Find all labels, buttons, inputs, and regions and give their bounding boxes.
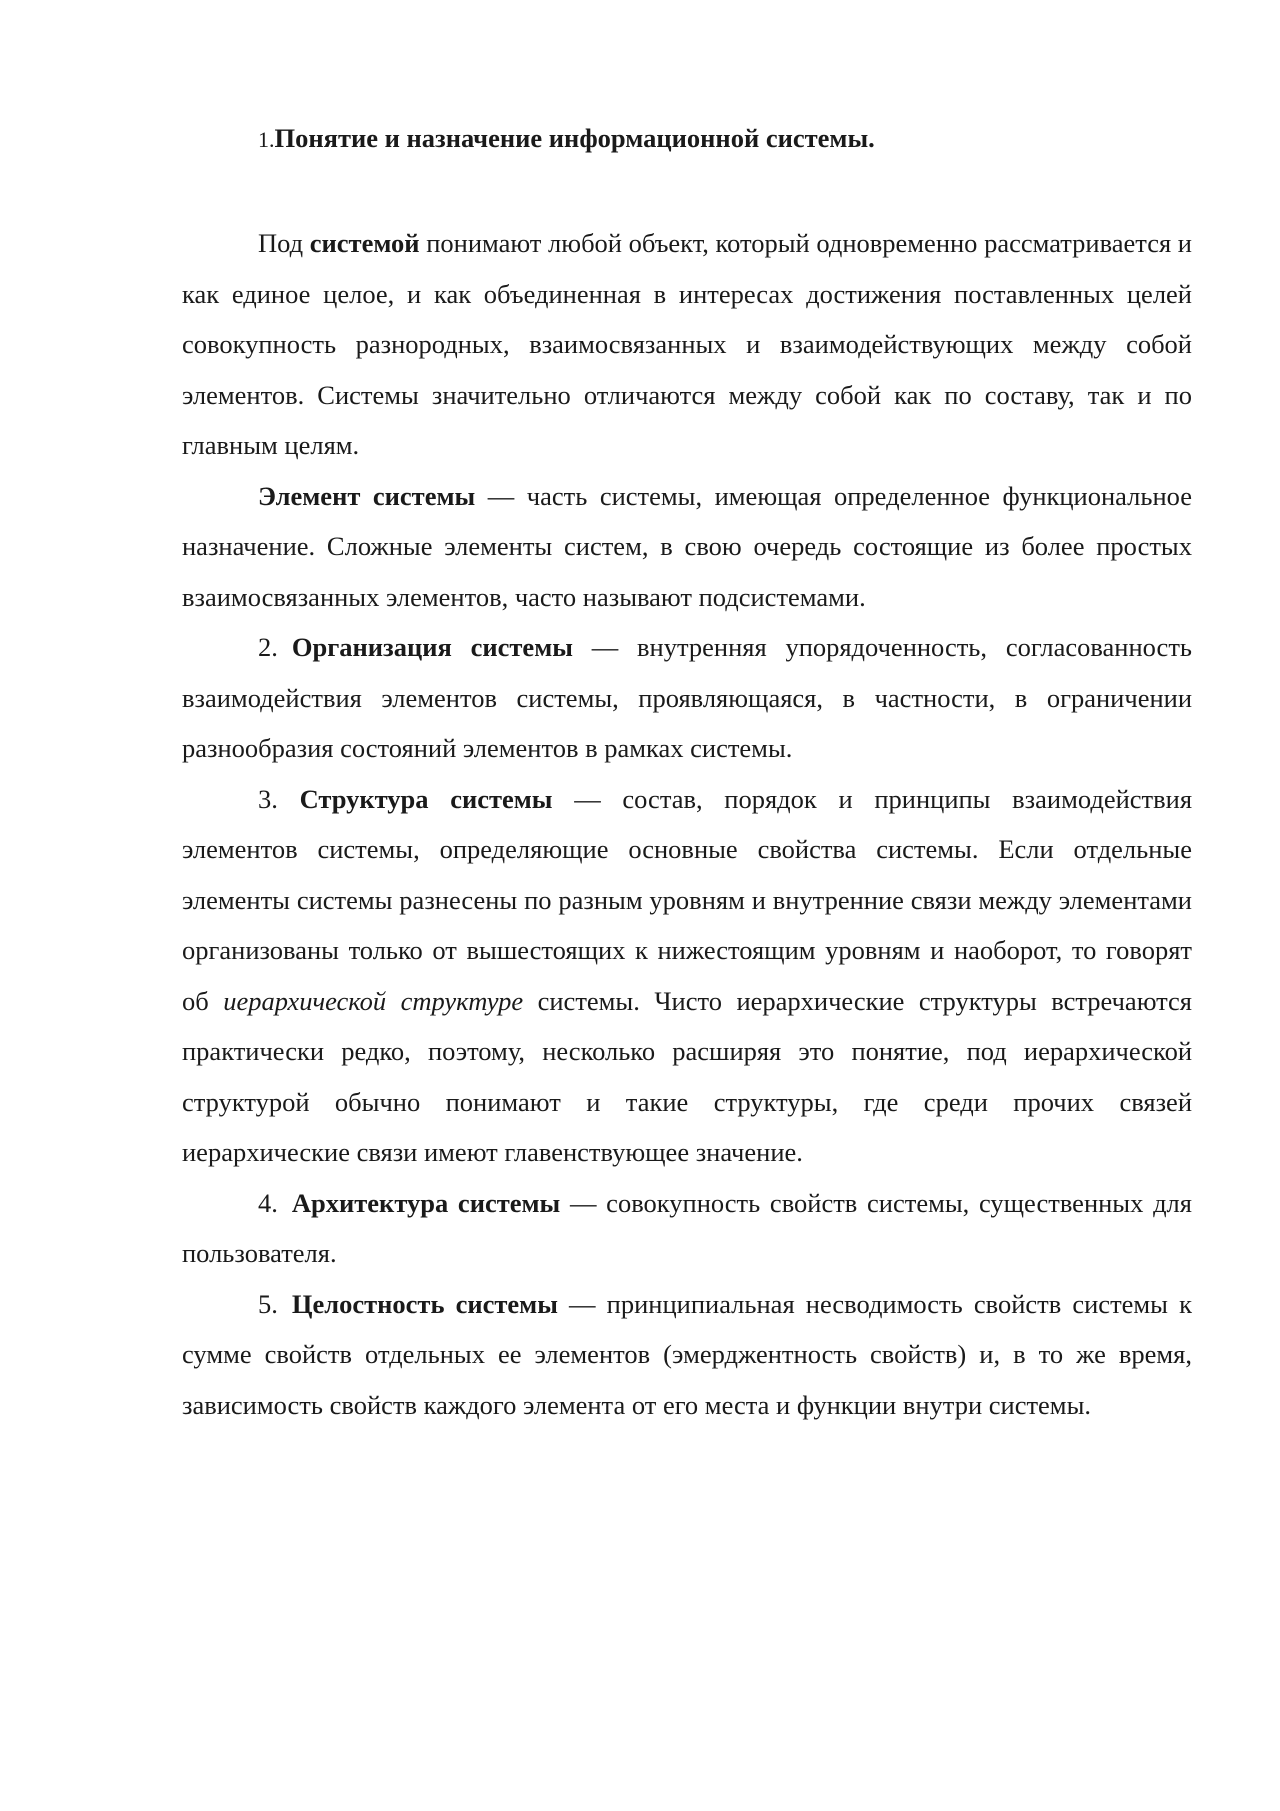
heading-title: Понятие и назначение информационной системы. bbox=[274, 123, 875, 153]
paragraph-text: — часть системы, имеющая определенное функциональное назначение. Сложные элементы систем, в свою очередь состоящие из более простых взаимосвязанных элементов, часто называют подсистемами. bbox=[182, 480, 1192, 612]
paragraph-number: 2. bbox=[258, 632, 278, 662]
paragraph-text: — внутренняя упорядоченность, согласованность взаимодействия элементов системы, проявляющаяся, в частности, в ограничении разнообразия состояний элементов в рамках системы. bbox=[182, 632, 1192, 763]
term-system-architecture: Архитектура системы bbox=[291, 1187, 561, 1218]
paragraph-number: 5. bbox=[258, 1288, 278, 1319]
paragraph-number: 4. bbox=[258, 1187, 278, 1218]
section-heading bbox=[182, 118, 1192, 160]
term-system-structure: Структура системы bbox=[299, 783, 553, 814]
heading-number: 1. bbox=[258, 127, 275, 152]
paragraph-text: понимают любой объект, который одновременно рассматривается и как единое целое, и как объединенная в интересах достижения поставленных целей совокупность разнородных, взаимосвязанных и взаимодействующих между собой элементов. Системы значительно отличаются между собой как по составу, так и по главным целям. bbox=[182, 228, 1192, 460]
paragraph-text-after: системы. Чисто иерархические структуры встречаются практически редко, поэтому, несколько расширяя это понятие, под иерархической структурой обычно понимают и такие структуры, где среди прочих связей иерархические связи имеют главенствующее значение. bbox=[182, 985, 1192, 1167]
term-system-organization: Организация системы bbox=[291, 632, 573, 662]
paragraph-system-architecture bbox=[182, 1178, 1192, 1279]
document-page bbox=[182, 118, 1192, 1430]
paragraph-text: — совокупность свойств системы, существенных для пользователя. bbox=[182, 1187, 1192, 1268]
paragraph-text: — состав, порядок и принципы взаимодействия элементов системы, определяющие основные свойства системы. Если отдельные элементы системы разнесены по разным уровням и внутренние связи между элементами организованы только от вышестоящих к нижестоящим уровням и наоборот, то говорят об bbox=[182, 783, 1193, 1016]
term-system-integrity: Целостность системы bbox=[291, 1288, 558, 1319]
paragraph-system-structure bbox=[182, 774, 1192, 1178]
paragraph-system-organization bbox=[182, 622, 1192, 774]
paragraph-text: — принципиальная несводимость свойств системы к сумме свойств отдельных ее элементов (эмерджентность свойств) и, в то же время, зависимость свойств каждого элемента от его места и функции внутри системы. bbox=[182, 1288, 1192, 1420]
paragraph-system-definition bbox=[182, 218, 1192, 471]
term-system-element: Элемент системы bbox=[258, 480, 476, 511]
paragraph-number: 3. bbox=[258, 783, 278, 814]
paragraph-system-integrity bbox=[182, 1279, 1192, 1431]
italic-hierarchical-structure: иерархической структуре bbox=[223, 985, 524, 1016]
paragraph-lead: Под bbox=[258, 228, 310, 258]
paragraph-system-element bbox=[182, 471, 1192, 623]
term-system: системой bbox=[309, 228, 420, 258]
